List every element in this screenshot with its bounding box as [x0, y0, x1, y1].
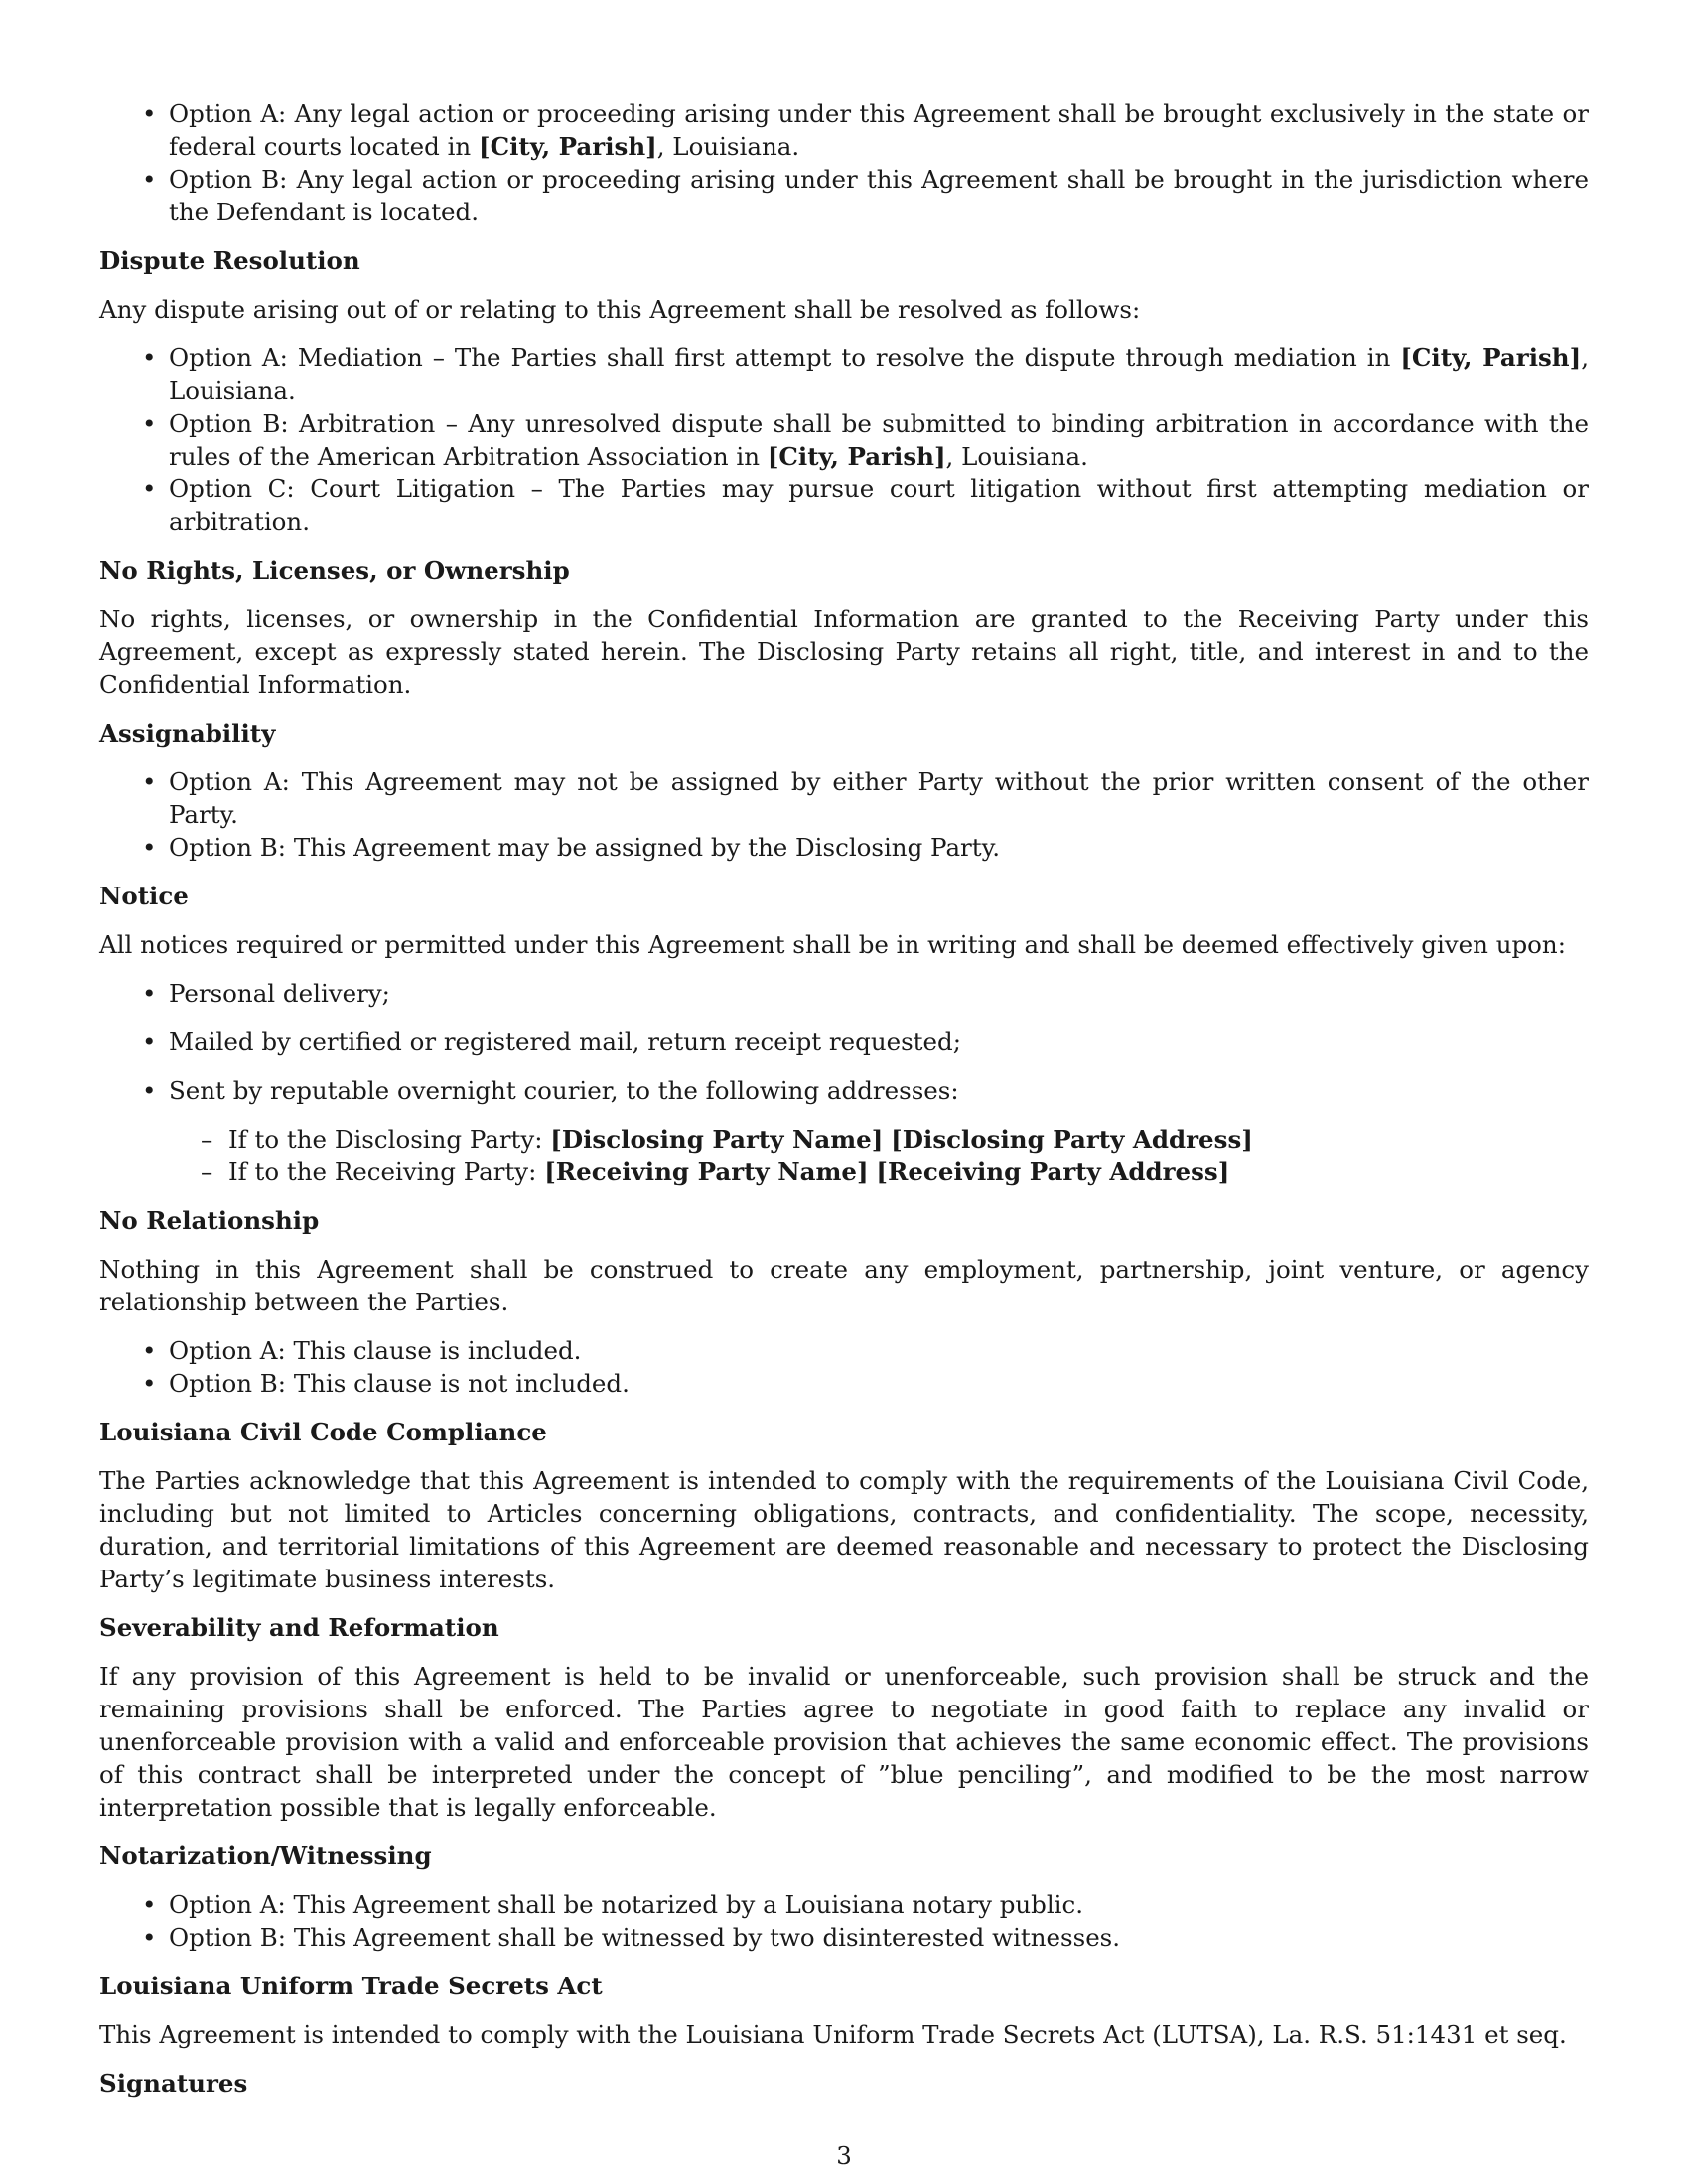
- list-item: • Mailed by certified or registered mail, return receipt requested;: [169, 1025, 1589, 1058]
- notice-methods: [99, 977, 1589, 1188]
- list-item: • Option C: Court Litigation – The Parties may pursue court litigation without first attempting mediation or arbitration.: [169, 473, 1589, 538]
- section-heading: Louisiana Civil Code Compliance: [99, 1418, 547, 1446]
- section-body: If any provision of this Agreement is held to be invalid or unenforceable, such provision shall be struck and the remaining provisions shall be enforced. The Parties agree to negotiate in good faith to replace any invalid or unenforceable provision with a valid and enforceable provision that achieves the same economic effect. The provisions of this contract shall be interpreted under the concept of ”blue penciling”, and modified to be the most narrow interpretation possible that is legally enforceable.: [99, 1662, 1589, 1822]
- section-body: The Parties acknowledge that this Agreement is intended to comply with the requirements of the Louisiana Civil Code, including but not limited to Articles concerning obligations, contracts, and confidentiality. The scope, necessity, duration, and territorial limitations of this Agreement are deemed reasonable and necessary to protect the Disclosing Party’s legitimate business interests.: [99, 1466, 1589, 1593]
- section-heading: Notarization/Witnessing: [99, 1842, 432, 1870]
- list-item: • Option B: This Agreement shall be witnessed by two disinterested witnesses.: [169, 1921, 1589, 1954]
- assignability-options: [99, 765, 1589, 864]
- list-item: • Option A: Mediation – The Parties shall first attempt to resolve the dispute through mediation in [City, Parish], Louisiana.: [169, 341, 1589, 407]
- section-body: No rights, licenses, or ownership in the Confidential Information are granted to the Receiving Party under this Agreement, except as expressly stated herein. The Disclosing Party retains all right, title, and interest in and to the Confidential Information.: [99, 605, 1589, 699]
- list-item: – If to the Receiving Party: [Receiving Party Name] [Receiving Party Address]: [228, 1156, 1589, 1188]
- list-item: • Sent by reputable overnight courier, to the following addresses: – If to the Disclosing Party: [Disclosing Party Name] [Disclosing Party Address] – If to the Receiving Party: [Receiving Party Name] [Receiving Party Address]: [169, 1074, 1589, 1188]
- section-heading: No Relationship: [99, 1206, 320, 1235]
- list-item: • Personal delivery;: [169, 977, 1589, 1010]
- jurisdiction-options: [99, 97, 1589, 228]
- dispute-options: [99, 341, 1589, 538]
- section-heading: Assignability: [99, 719, 276, 748]
- list-item: • Option B: Arbitration – Any unresolved dispute shall be submitted to binding arbitration in accordance with the rules of the American Arbitration Association in [City, Parish], Louisiana.: [169, 407, 1589, 473]
- section-heading: Signatures: [99, 2069, 248, 2098]
- section-body: All notices required or permitted under this Agreement shall be in writing and shall be deemed effectively given upon:: [99, 930, 1566, 959]
- section-body: This Agreement is intended to comply with the Louisiana Uniform Trade Secrets Act (LUTSA), La. R.S. 51:1431 et seq.: [99, 2020, 1567, 2049]
- document-page: [99, 97, 1589, 2100]
- section-heading: Louisiana Uniform Trade Secrets Act: [99, 1972, 603, 2000]
- section-heading: Severability and Reformation: [99, 1613, 499, 1642]
- list-item: • Option B: Any legal action or proceeding arising under this Agreement shall be brought in the jurisdiction where the Defendant is located.: [169, 163, 1589, 228]
- section-heading: No Rights, Licenses, or Ownership: [99, 556, 570, 585]
- list-item: • Option A: This Agreement may not be assigned by either Party without the prior written consent of the other Party.: [169, 765, 1589, 831]
- section-body: Any dispute arising out of or relating to this Agreement shall be resolved as follows:: [99, 295, 1141, 324]
- notice-addresses: [169, 1123, 1589, 1188]
- section-heading: Notice: [99, 882, 189, 910]
- list-item: • Option A: This Agreement shall be notarized by a Louisiana notary public.: [169, 1888, 1589, 1921]
- relationship-options: [99, 1334, 1589, 1400]
- list-item: • Option B: This clause is not included.: [169, 1367, 1589, 1400]
- list-item: • Option A: Any legal action or proceeding arising under this Agreement shall be brought exclusively in the state or federal courts located in [City, Parish], Louisiana.: [169, 97, 1589, 163]
- list-item: – If to the Disclosing Party: [Disclosing Party Name] [Disclosing Party Address]: [228, 1123, 1589, 1156]
- list-item: • Option B: This Agreement may be assigned by the Disclosing Party.: [169, 831, 1589, 864]
- notarization-options: [99, 1888, 1589, 1954]
- section-body: Nothing in this Agreement shall be construed to create any employment, partnership, joint venture, or agency relationship between the Parties.: [99, 1255, 1589, 1316]
- list-item: • Option A: This clause is included.: [169, 1334, 1589, 1367]
- page-number: 3: [836, 2141, 852, 2170]
- section-heading: Dispute Resolution: [99, 246, 360, 275]
